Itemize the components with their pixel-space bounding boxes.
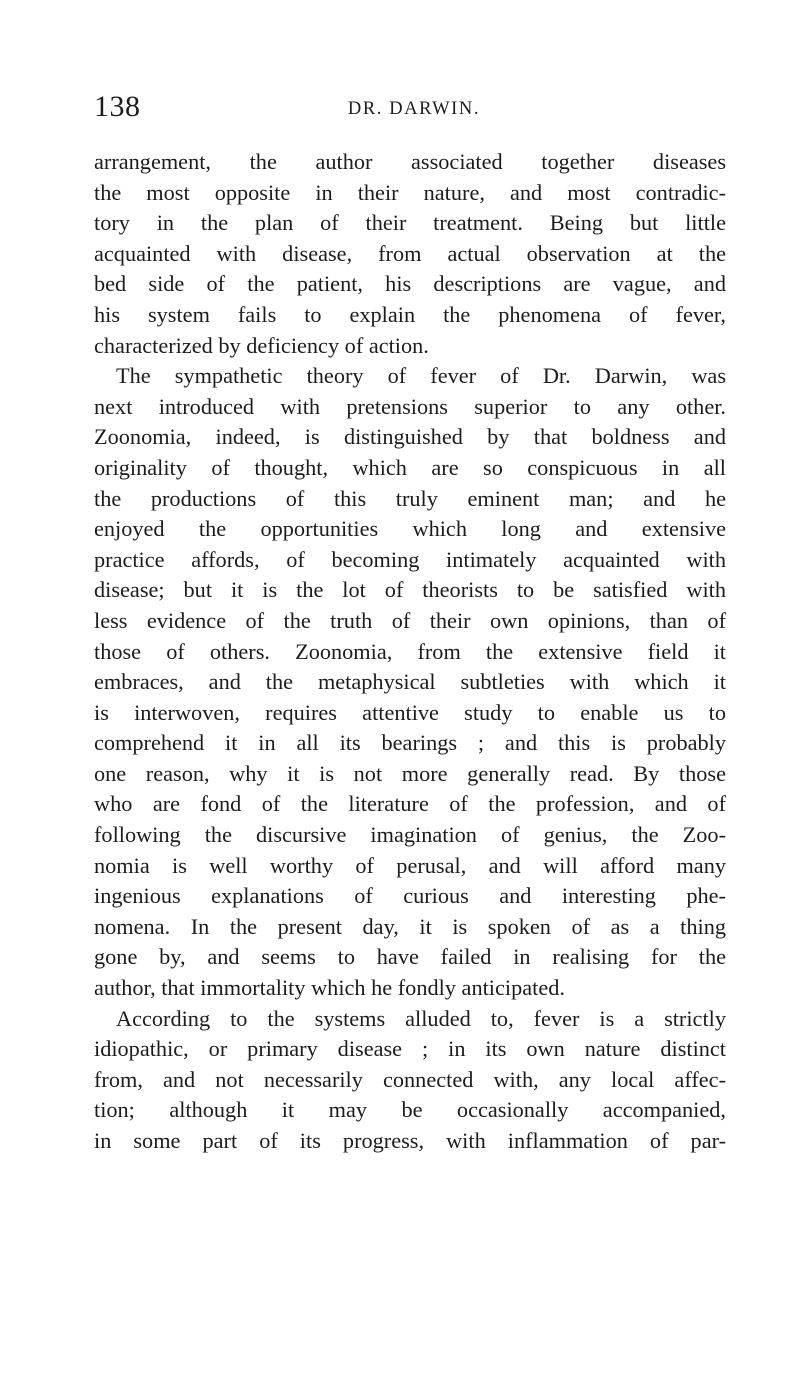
text-line: Zoonomia, indeed, is distinguished by that boldness and [94,424,726,450]
running-title: DR. DARWIN. [347,99,481,119]
text-line: his system fails to explain the phenomena of fever, [94,301,726,327]
text-line: disease; but it is the lot of theorists to be satisfied with [94,577,726,603]
text-line: acquainted with disease, from actual observation at the [94,240,726,266]
text-line: one reason, why it is not more generally read. By those [94,760,726,786]
text-line: is interwoven, requires attentive study to enable us to [94,699,726,725]
text-line: from, and not necessarily connected with, any local affec- [94,1066,726,1092]
text-line: tory in the plan of their treatment. Being but little [94,210,726,236]
text-line: arrangement, the author associated together diseases [94,149,726,174]
text-line: those of others. Zoonomia, from the extensive field it [94,638,726,664]
page-number: 138 [94,90,141,123]
text-line: the productions of this truly eminent man; and he [94,485,726,511]
text-line: bed side of the patient, his descriptions are vague, and [94,271,726,297]
text-line: in some part of its progress, with inflammation of par- [94,1128,726,1153]
text-line: originality of thought, which are so conspicuous in all [94,454,726,480]
text-line: tion; although it may be occasionally accompanied, [94,1097,726,1123]
text-line: The sympathetic theory of fever of Dr. Darwin, was [116,363,726,389]
body-text [94,147,726,1157]
text-line: comprehend it in all its bearings ; and this is probably [94,730,726,756]
text-line: nomena. In the present day, it is spoken of as a thing [94,913,726,939]
text-line: idiopathic, or primary disease ; in its own nature distinct [94,1036,726,1062]
text-line: gone by, and seems to have failed in realising for the [94,944,726,970]
text-line: practice affords, of becoming intimately acquainted with [94,546,726,572]
text-line: ingenious explanations of curious and interesting phe- [94,883,726,909]
text-line: following the discursive imagination of genius, the Zoo- [94,822,726,848]
text-line: characterized by deficiency of action. [94,332,429,358]
text-line: the most opposite in their nature, and most contradic- [94,179,726,205]
text-line: less evidence of the truth of their own opinions, than of [94,607,726,633]
text-line: According to the systems alluded to, fever is a strictly [116,1005,726,1031]
running-head [94,90,734,130]
text-line: who are fond of the literature of the profession, and of [94,791,726,817]
text-line: nomia is well worthy of perusal, and will afford many [94,852,726,878]
text-line: embraces, and the metaphysical subtleties with which it [94,669,726,695]
text-line: author, that immortality which he fondly anticipated. [94,975,565,1001]
text-line: next introduced with pretensions superior to any other. [94,393,726,419]
text-line: enjoyed the opportunities which long and extensive [94,516,726,542]
